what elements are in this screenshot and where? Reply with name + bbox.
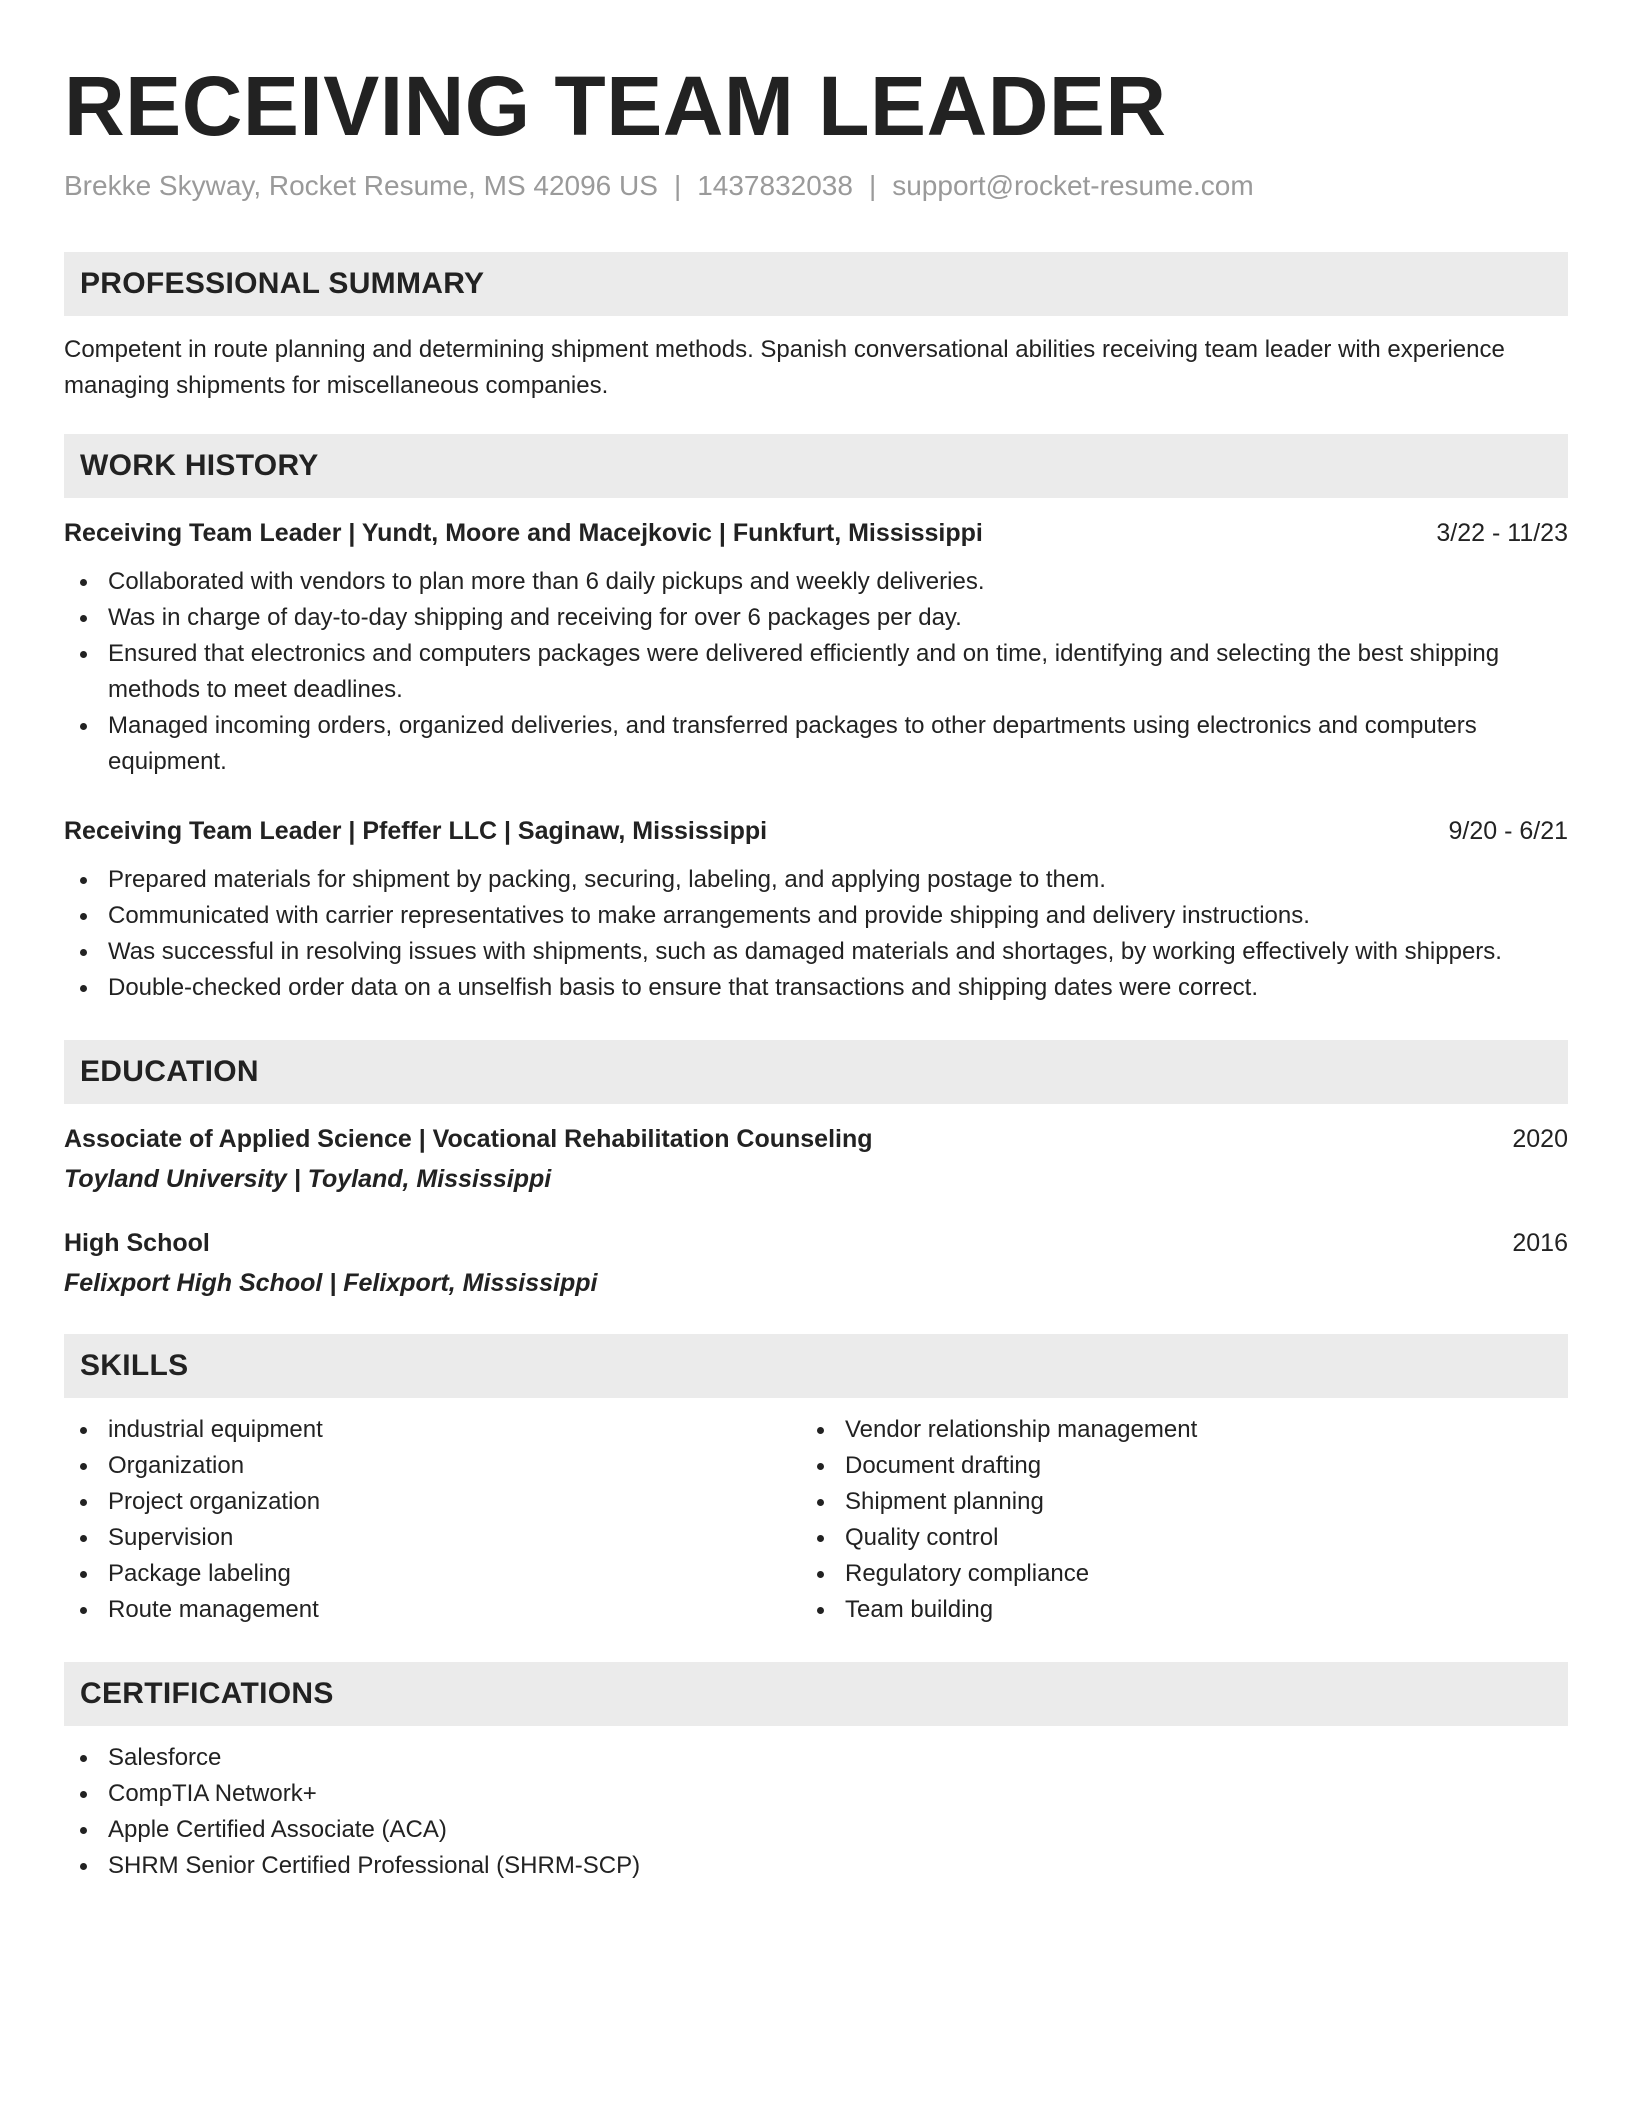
bullet-icon xyxy=(80,651,87,658)
list-item xyxy=(801,1412,1538,1448)
bullet-text: Was in charge of day-to-day shipping and receiving for over 6 packages per day. xyxy=(108,604,962,631)
graduation-year: 2016 xyxy=(1512,1229,1568,1257)
bullet-icon xyxy=(80,1863,87,1870)
contact-line xyxy=(64,168,1568,204)
list-item xyxy=(801,1484,1538,1520)
degree-title: High School xyxy=(64,1229,210,1257)
job-entry xyxy=(64,814,1568,1006)
skill-text: Project organization xyxy=(108,1488,321,1515)
list-item xyxy=(64,970,1568,1006)
contact-address: Brekke Skyway, Rocket Resume, MS 42096 US xyxy=(64,170,658,201)
education-entry xyxy=(64,1226,1568,1300)
bullet-icon xyxy=(80,1535,87,1542)
bullet-icon xyxy=(817,1607,824,1614)
job-header xyxy=(64,814,1568,848)
contact-separator: | xyxy=(868,170,877,201)
job-dates: 3/22 - 11/23 xyxy=(1436,519,1568,547)
bullet-icon xyxy=(80,723,87,730)
bullet-icon xyxy=(80,1571,87,1578)
list-item xyxy=(64,862,1568,898)
skills-column-right xyxy=(801,1412,1538,1628)
bullet-text: Ensured that electronics and computers packages were delivered efficiently and on time, identifying and selecting the best shipping methods to meet deadlines. xyxy=(108,640,1500,703)
bullet-text: Communicated with carrier representatives to make arrangements and provide shipping and delivery instructions. xyxy=(108,902,1310,929)
job-dates: 9/20 - 6/21 xyxy=(1448,817,1568,845)
bullet-text: Managed incoming orders, organized deliveries, and transferred packages to other departments using electronics and computers equipment. xyxy=(108,712,1477,775)
list-item xyxy=(64,1812,1568,1848)
resume-title: RECEIVING TEAM LEADER xyxy=(64,59,1167,153)
school-name: Felixport High School | Felixport, Mississippi xyxy=(64,1269,598,1297)
list-item xyxy=(64,1556,801,1592)
certification-text: Salesforce xyxy=(108,1744,222,1771)
job-title: Receiving Team Leader | Pfeffer LLC | Saginaw, Mississippi xyxy=(64,817,768,845)
skill-text: Route management xyxy=(108,1596,319,1623)
bullet-icon xyxy=(80,579,87,586)
bullet-icon xyxy=(80,1607,87,1614)
list-item xyxy=(64,898,1568,934)
list-item xyxy=(64,1740,1568,1776)
job-title: Receiving Team Leader | Yundt, Moore and Macejkovic | Funkfurt, Mississippi xyxy=(64,519,983,547)
bullet-text: Double-checked order data on a unselfish basis to ensure that transactions and shipping dates were correct. xyxy=(108,974,1259,1001)
degree-title: Associate of Applied Science | Vocational Rehabilitation Counseling xyxy=(64,1125,873,1153)
bullet-icon xyxy=(817,1571,824,1578)
bullet-icon xyxy=(817,1499,824,1506)
list-item xyxy=(64,1592,801,1628)
contact-email: support@rocket-resume.com xyxy=(892,170,1254,201)
list-item xyxy=(64,708,1568,780)
bullet-icon xyxy=(80,913,87,920)
skill-text: Shipment planning xyxy=(845,1488,1044,1515)
bullet-icon xyxy=(80,1463,87,1470)
list-item xyxy=(64,600,1568,636)
bullet-icon xyxy=(80,949,87,956)
skills-column-left xyxy=(64,1412,801,1628)
list-item xyxy=(64,1412,801,1448)
bullet-icon xyxy=(817,1463,824,1470)
list-item xyxy=(801,1448,1538,1484)
job-entry xyxy=(64,516,1568,780)
bullet-icon xyxy=(80,985,87,992)
list-item xyxy=(64,934,1568,970)
list-item xyxy=(801,1556,1538,1592)
skill-text: Vendor relationship management xyxy=(845,1416,1198,1443)
education-entry xyxy=(64,1122,1568,1196)
school-name: Toyland University | Toyland, Mississippi xyxy=(64,1165,552,1193)
section-heading-work-history: WORK HISTORY xyxy=(64,434,1568,498)
bullet-icon xyxy=(817,1427,824,1434)
skill-text: Quality control xyxy=(845,1524,999,1551)
list-item xyxy=(64,1448,801,1484)
list-item xyxy=(64,1484,801,1520)
list-item xyxy=(801,1520,1538,1556)
skill-text: Supervision xyxy=(108,1524,234,1551)
bullet-text: Prepared materials for shipment by packing, securing, labeling, and applying postage to them. xyxy=(108,866,1106,893)
summary-text: Competent in route planning and determining shipment methods. Spanish conversational abilities receiving team leader with experience managing shipments for miscellaneous companies. xyxy=(64,336,1505,399)
skills-grid xyxy=(64,1412,1568,1628)
bullet-icon xyxy=(80,615,87,622)
bullet-icon xyxy=(80,1499,87,1506)
skill-text: Team building xyxy=(845,1596,994,1623)
certifications-list xyxy=(64,1740,1568,1884)
list-item xyxy=(64,636,1568,708)
job-bullets xyxy=(64,862,1568,1006)
job-header xyxy=(64,516,1568,550)
section-heading-education: EDUCATION xyxy=(64,1040,1568,1104)
education-header xyxy=(64,1122,1568,1156)
contact-separator: | xyxy=(673,170,682,201)
list-item xyxy=(801,1592,1538,1628)
section-heading-summary: PROFESSIONAL SUMMARY xyxy=(64,252,1568,316)
bullet-icon xyxy=(80,1755,87,1762)
skill-text: Document drafting xyxy=(845,1452,1042,1479)
certification-text: Apple Certified Associate (ACA) xyxy=(108,1816,447,1843)
certification-text: SHRM Senior Certified Professional (SHRM-SCP) xyxy=(108,1852,641,1879)
skill-text: Package labeling xyxy=(108,1560,291,1587)
bullet-icon xyxy=(80,877,87,884)
list-item xyxy=(64,1848,1568,1884)
list-item xyxy=(64,1776,1568,1812)
bullet-icon xyxy=(80,1827,87,1834)
contact-phone: 1437832038 xyxy=(697,170,853,201)
list-item xyxy=(64,1520,801,1556)
certification-text: CompTIA Network+ xyxy=(108,1780,317,1807)
graduation-year: 2020 xyxy=(1512,1125,1568,1153)
skill-text: Regulatory compliance xyxy=(845,1560,1090,1587)
bullet-text: Was successful in resolving issues with shipments, such as damaged materials and shortages, by working effectively with shippers. xyxy=(108,938,1502,965)
education-header xyxy=(64,1226,1568,1260)
job-bullets xyxy=(64,564,1568,780)
bullet-icon xyxy=(80,1427,87,1434)
bullet-text: Collaborated with vendors to plan more than 6 daily pickups and weekly deliveries. xyxy=(108,568,985,595)
section-heading-certifications: CERTIFICATIONS xyxy=(64,1662,1568,1726)
list-item xyxy=(64,564,1568,600)
bullet-icon xyxy=(80,1791,87,1798)
skill-text: Organization xyxy=(108,1452,245,1479)
skill-text: industrial equipment xyxy=(108,1416,323,1443)
bullet-icon xyxy=(817,1535,824,1542)
section-heading-skills: SKILLS xyxy=(64,1334,1568,1398)
